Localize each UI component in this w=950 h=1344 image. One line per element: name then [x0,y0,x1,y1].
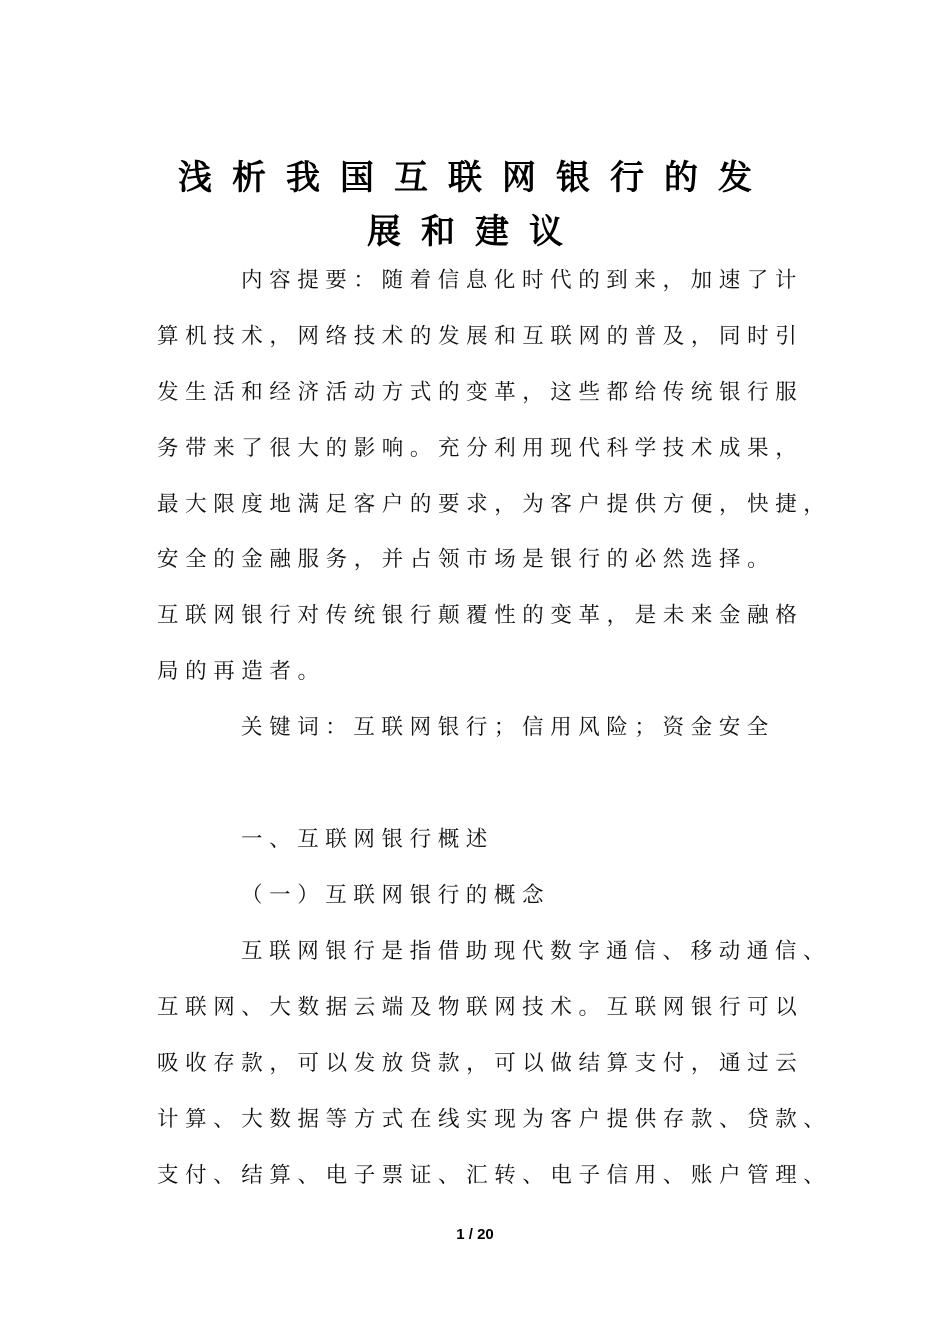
body-line: 吸收存款，可以发放贷款，可以做结算支付，通过云 [157,1051,804,1076]
body-line: 互联网、大数据云端及物联网技术。互联网银行可以 [157,995,804,1020]
abstract-line: 最大限度地满足客户的要求，为客户提供方便，快捷， [157,492,832,517]
abstract-line: 发生活和经济活动方式的变革，这些都给传统银行服 [157,380,804,405]
keywords-line: 关键词：互联网银行；信用风险；资金安全 [241,715,775,740]
abstract-line: 局的再造者。 [157,659,326,684]
document-title-line-1: 浅析我国互联网银行的发 [178,158,772,198]
body-line: 互联网银行是指借助现代数字通信、移动通信、 [241,939,832,964]
abstract-line: 内容提要：随着信息化时代的到来，加速了计 [241,268,804,293]
page-number: 1 / 20 [456,1226,494,1243]
abstract-line: 安全的金融服务，并占领市场是银行的必然选择。 [157,547,776,572]
section-heading: 一、互联网银行概述 [241,827,494,852]
abstract-line: 互联网银行对传统银行颠覆性的变革，是未来金融格 [157,603,804,628]
body-line: 计算、大数据等方式在线实现为客户提供存款、贷款、 [157,1107,832,1132]
subsection-heading: （一）互联网银行的概念 [241,883,551,908]
abstract-line: 算机技术，网络技术的发展和互联网的普及，同时引 [157,324,804,349]
body-line: 支付、结算、电子票证、汇转、电子信用、账户管理、 [157,1163,832,1188]
abstract-line: 务带来了很大的影响。充分利用现代科学技术成果， [157,436,804,461]
document-title-line-2: 展和建议 [367,212,583,252]
